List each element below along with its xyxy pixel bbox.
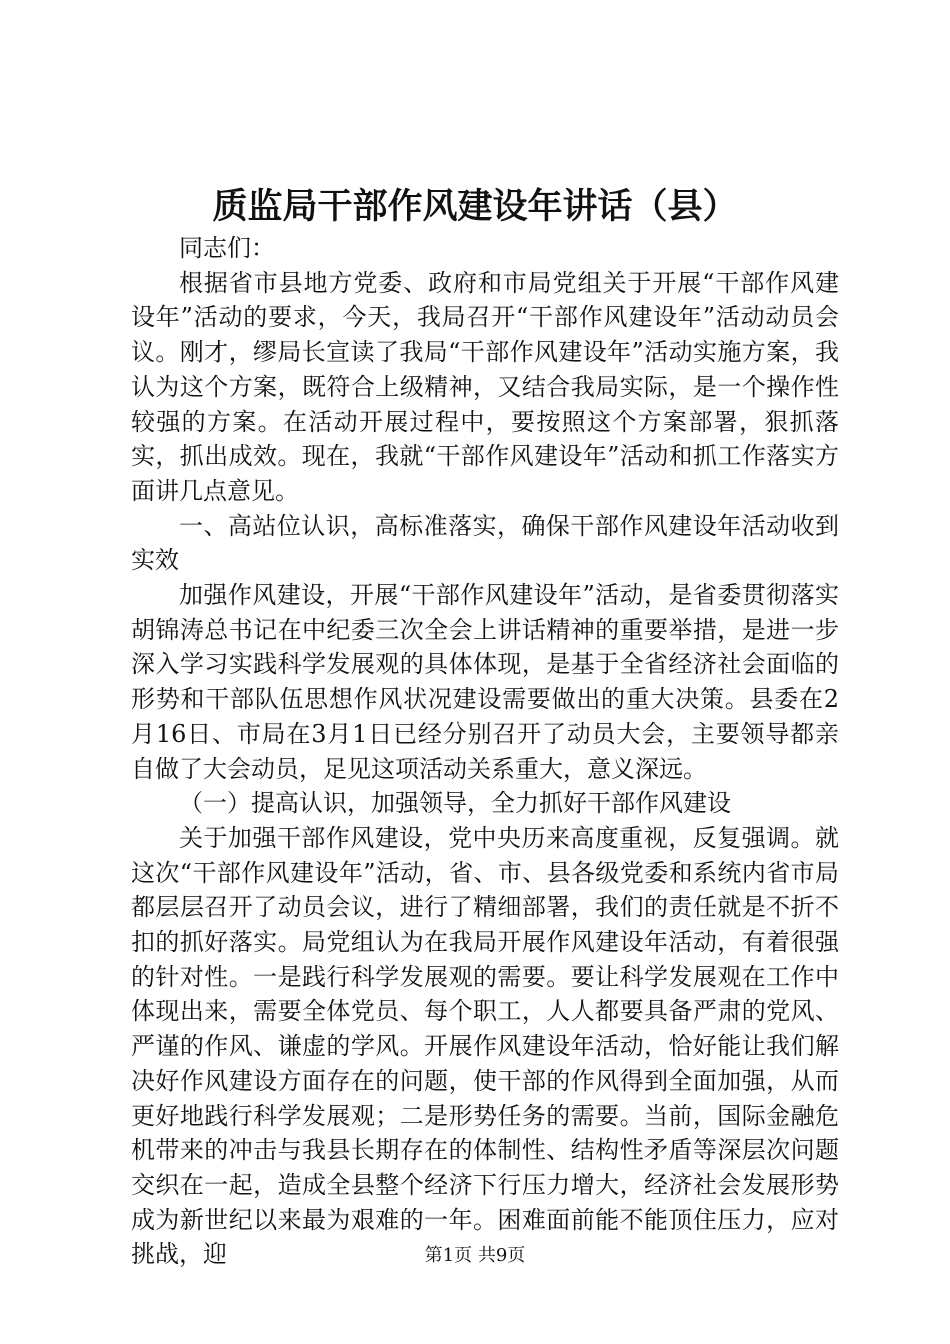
body-paragraph: 关于加强干部作风建设，党中央历来高度重视，反复强调。就这次“干部作风建设年”活动，省、市、县各级党委和系统内省市局都层层召开了动员会议，进行了精细部署，我们的责任就是不折不扣的抓好落实。局党组认为在我局开展作风建设年活动，有着很强的针对性。一是践行科学发展观的需要。要让科学发展观在工作中体现出来，需要全体党员、每个职工，人人都要具备严肃的党风、严谨的作风、谦虚的学风。开展作风建设年活动，恰好能让我们解决好作风建设方面存在的问题，使干部的作风得到全面加强，从而更好地践行科学发展观；二是形势任务的需要。当前，国际金融危机带来的冲击与我县长期存在的体制性、结构性矛盾等深层次问题交织在一起，造成全县整个经济下行压力增大，经济社会发展形势成为新世纪以来最为艰难的一年。困难面前能不能顶住压力，应对挑战，迎 (131, 823, 839, 1269)
document-title: 质监局干部作风建设年讲话（县） (212, 186, 738, 227)
section-heading: 一、高站位认识，高标准落实，确保干部作风建设年活动收到实效 (131, 511, 839, 575)
page-number-footer: 第1页 共9页 (424, 1245, 526, 1266)
document-body (131, 231, 839, 1272)
body-paragraph: 根据省市县地方党委、政府和市局党组关于开展“干部作风建设年”活动的要求，今天，我局召开“干部作风建设年”活动动员会议。刚才，缪局长宣读了我局“干部作风建设年”活动实施方案，我认为这个方案，既符合上级精神，又结合我局实际，是一个操作性较强的方案。在活动开展过程中，要按照这个方案部署，狠抓落实，抓出成效。现在，我就“干部作风建设年”活动和抓工作落实方面讲几点意见。 (131, 268, 839, 505)
body-paragraph: 加强作风建设，开展“干部作风建设年”活动，是省委贯彻落实胡锦涛总书记在中纪委三次全会上讲话精神的重要举措，是进一步深入学习实践科学发展观的具体体现，是基于全省经济社会面临的形势和干部队伍思想作风状况建设需要做出的重大决策。县委在2月16日、市局在3月1日已经分别召开了动员大会，主要领导都亲自做了大会动员，足见这项活动关系重大，意义深远。 (131, 581, 839, 783)
salutation-paragraph: 同志们： (179, 234, 275, 262)
subsection-heading: （一）提高认识，加强领导，全力抓好干部作风建设 (179, 789, 731, 818)
